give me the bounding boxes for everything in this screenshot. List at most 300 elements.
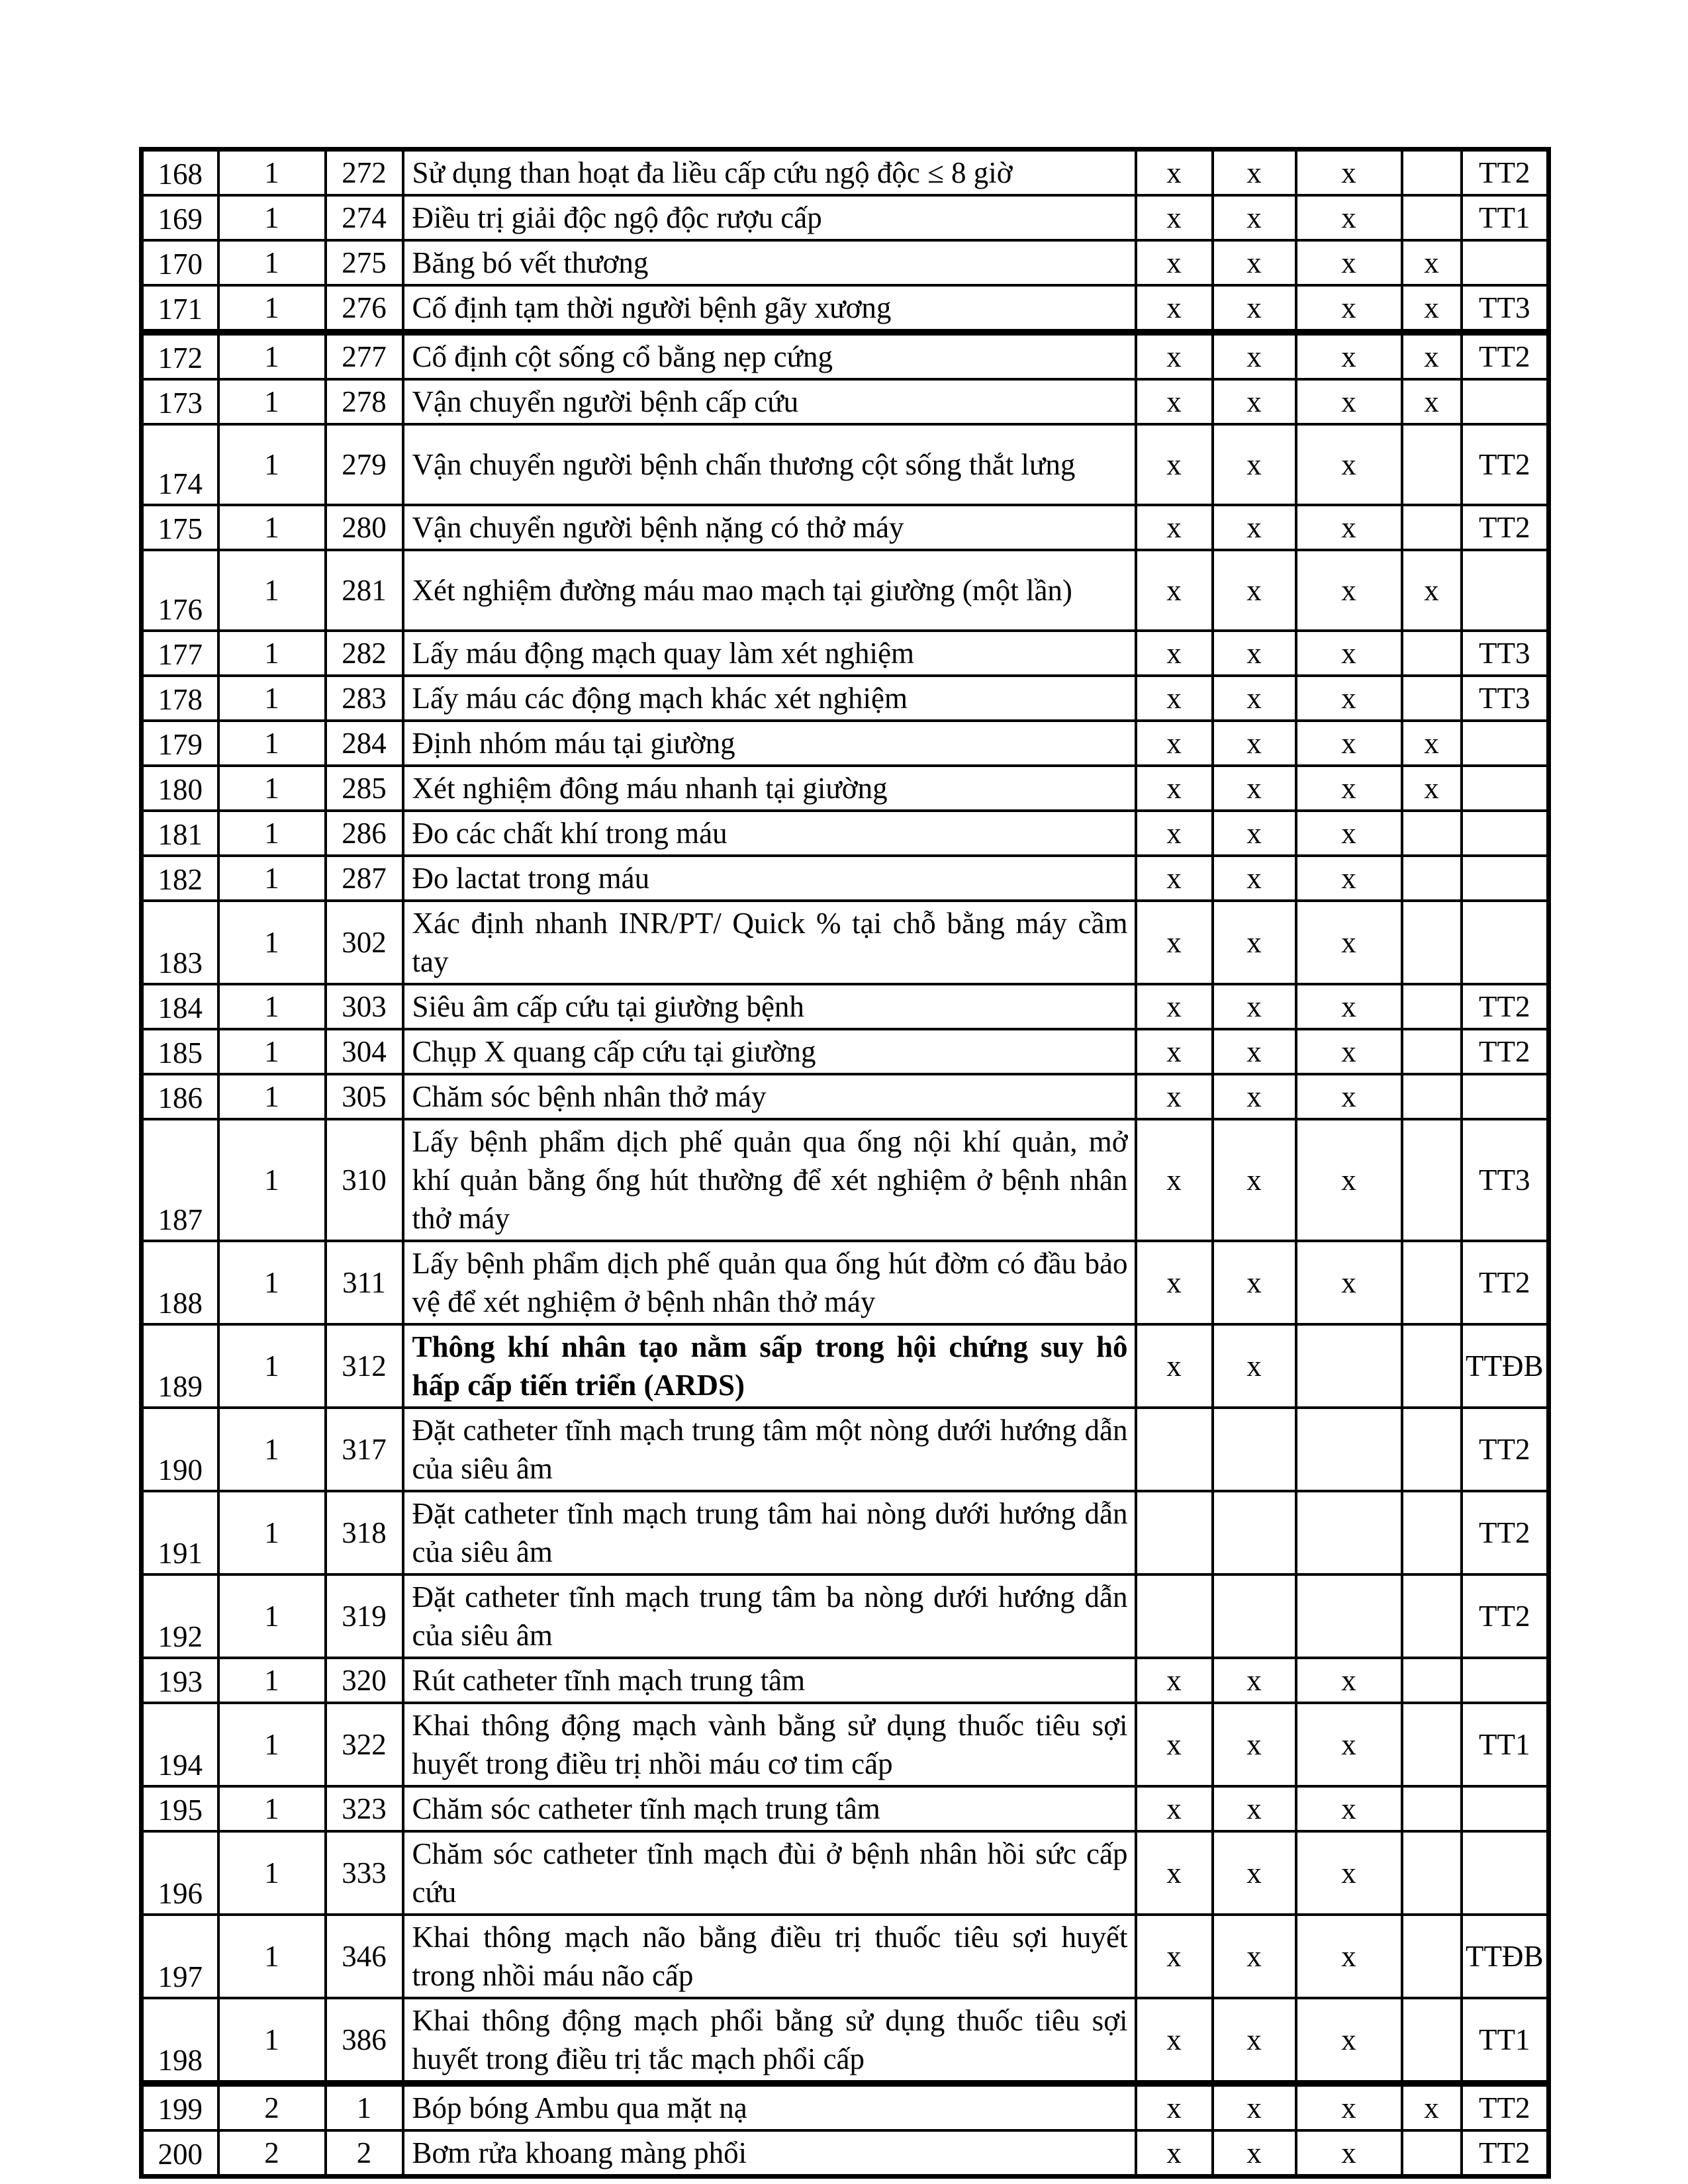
- procedure-code-cell: 346: [326, 1915, 403, 1998]
- level-3-mark-cell: x: [1296, 379, 1402, 424]
- procedure-code-cell: 310: [326, 1119, 403, 1241]
- level-2-mark-cell: x: [1213, 2083, 1296, 2130]
- procedure-name-cell: Chụp X quang cấp cứu tại giường: [403, 1029, 1136, 1074]
- level-2-mark-cell: x: [1213, 379, 1296, 424]
- procedure-code-cell: 386: [326, 1998, 403, 2083]
- row-number-cell: 193: [142, 1658, 218, 1703]
- table-row: [142, 1574, 1549, 1658]
- level-1-mark-cell: x: [1136, 1324, 1213, 1408]
- group-number-cell: 1: [218, 1703, 326, 1786]
- procedure-code-cell: 317: [326, 1408, 403, 1491]
- group-number-cell: 1: [218, 901, 326, 984]
- procedure-name-cell: Siêu âm cấp cứu tại giường bệnh: [403, 984, 1136, 1029]
- level-4-mark-cell: x: [1402, 2083, 1462, 2130]
- procedure-name-cell: Đo lactat trong máu: [403, 856, 1136, 901]
- table-row: [142, 984, 1549, 1029]
- level-3-mark-cell: x: [1296, 984, 1402, 1029]
- group-number-cell: 1: [218, 195, 326, 240]
- level-1-mark-cell: x: [1136, 1241, 1213, 1324]
- level-3-mark-cell: x: [1296, 505, 1402, 550]
- row-number-cell: 171: [142, 285, 218, 332]
- row-number-cell: 199: [142, 2083, 218, 2130]
- level-1-mark-cell: x: [1136, 1074, 1213, 1119]
- level-3-mark-cell: x: [1296, 2130, 1402, 2177]
- level-1-mark-cell: x: [1136, 424, 1213, 505]
- row-number-cell: 169: [142, 195, 218, 240]
- row-number-cell: 189: [142, 1324, 218, 1408]
- procedure-code-cell: 279: [326, 424, 403, 505]
- circular-ref-cell: TT1: [1462, 1998, 1549, 2083]
- circular-ref-cell: TT3: [1462, 676, 1549, 721]
- level-2-mark-cell: x: [1213, 721, 1296, 766]
- procedure-name-cell: Bóp bóng Ambu qua mặt nạ: [403, 2083, 1136, 2130]
- row-number-cell: 195: [142, 1786, 218, 1831]
- table-row: [142, 1658, 1549, 1703]
- procedure-name-cell: Vận chuyển người bệnh chấn thương cột sống thắt lưng: [403, 424, 1136, 505]
- level-4-mark-cell: [1402, 150, 1462, 196]
- level-3-mark-cell: x: [1296, 240, 1402, 285]
- procedure-name-cell: Khai thông động mạch vành bằng sử dụng thuốc tiêu sợi huyết trong điều trị nhồi máu cơ tim cấp: [403, 1703, 1136, 1786]
- table-row: [142, 721, 1549, 766]
- level-1-mark-cell: x: [1136, 631, 1213, 676]
- procedure-name-cell: Cố định tạm thời người bệnh gãy xương: [403, 285, 1136, 332]
- level-2-mark-cell: x: [1213, 550, 1296, 631]
- level-3-mark-cell: x: [1296, 1241, 1402, 1324]
- level-1-mark-cell: x: [1136, 505, 1213, 550]
- procedure-name-cell: Khai thông mạch não bằng điều trị thuốc tiêu sợi huyết trong nhồi máu não cấp: [403, 1915, 1136, 1998]
- level-1-mark-cell: x: [1136, 240, 1213, 285]
- circular-ref-cell: TT2: [1462, 332, 1549, 379]
- level-2-mark-cell: [1213, 1408, 1296, 1491]
- procedure-name-cell: Rút catheter tĩnh mạch trung tâm: [403, 1658, 1136, 1703]
- row-number-cell: 181: [142, 811, 218, 856]
- procedure-name-cell: Xác định nhanh INR/PT/ Quick % tại chỗ bằng máy cầm tay: [403, 901, 1136, 984]
- level-2-mark-cell: x: [1213, 240, 1296, 285]
- procedure-code-cell: 305: [326, 1074, 403, 1119]
- group-number-cell: 1: [218, 1029, 326, 1074]
- level-2-mark-cell: x: [1213, 1119, 1296, 1241]
- level-4-mark-cell: [1402, 1574, 1462, 1658]
- table-row: [142, 901, 1549, 984]
- circular-ref-cell: TT2: [1462, 150, 1549, 196]
- circular-ref-cell: TT2: [1462, 424, 1549, 505]
- level-3-mark-cell: x: [1296, 856, 1402, 901]
- table-row: [142, 811, 1549, 856]
- table-row: [142, 550, 1549, 631]
- group-number-cell: 1: [218, 285, 326, 332]
- table-row: [142, 332, 1549, 379]
- group-number-cell: 1: [218, 984, 326, 1029]
- procedure-code-cell: 303: [326, 984, 403, 1029]
- procedure-name-cell: Điều trị giải độc ngộ độc rượu cấp: [403, 195, 1136, 240]
- group-number-cell: 1: [218, 379, 326, 424]
- level-1-mark-cell: x: [1136, 721, 1213, 766]
- procedure-name-cell: Lấy máu các động mạch khác xét nghiệm: [403, 676, 1136, 721]
- row-number-cell: 182: [142, 856, 218, 901]
- group-number-cell: 1: [218, 1491, 326, 1574]
- table-row: [142, 631, 1549, 676]
- group-number-cell: 1: [218, 424, 326, 505]
- level-1-mark-cell: x: [1136, 1658, 1213, 1703]
- level-2-mark-cell: x: [1213, 1658, 1296, 1703]
- level-4-mark-cell: [1402, 1074, 1462, 1119]
- level-3-mark-cell: [1296, 1408, 1402, 1491]
- level-2-mark-cell: x: [1213, 505, 1296, 550]
- level-2-mark-cell: [1213, 1491, 1296, 1574]
- level-4-mark-cell: [1402, 631, 1462, 676]
- group-number-cell: 2: [218, 2130, 326, 2177]
- circular-ref-cell: TTĐB: [1462, 1324, 1549, 1408]
- circular-ref-cell: [1462, 1831, 1549, 1915]
- level-1-mark-cell: x: [1136, 766, 1213, 811]
- level-1-mark-cell: x: [1136, 1915, 1213, 1998]
- level-3-mark-cell: x: [1296, 1786, 1402, 1831]
- table-row: [142, 379, 1549, 424]
- level-2-mark-cell: x: [1213, 984, 1296, 1029]
- row-number-cell: 172: [142, 332, 218, 379]
- table-row: [142, 1915, 1549, 1998]
- level-4-mark-cell: x: [1402, 379, 1462, 424]
- circular-ref-cell: [1462, 901, 1549, 984]
- row-number-cell: 186: [142, 1074, 218, 1119]
- group-number-cell: 1: [218, 1786, 326, 1831]
- level-3-mark-cell: x: [1296, 1074, 1402, 1119]
- procedure-code-cell: 277: [326, 332, 403, 379]
- circular-ref-cell: TT1: [1462, 195, 1549, 240]
- row-number-cell: 180: [142, 766, 218, 811]
- level-1-mark-cell: x: [1136, 984, 1213, 1029]
- row-number-cell: 168: [142, 150, 218, 196]
- level-2-mark-cell: x: [1213, 631, 1296, 676]
- row-number-cell: 187: [142, 1119, 218, 1241]
- circular-ref-cell: [1462, 811, 1549, 856]
- procedure-name-cell: Chăm sóc bệnh nhân thở máy: [403, 1074, 1136, 1119]
- row-number-cell: 173: [142, 379, 218, 424]
- procedure-name-cell: Lấy bệnh phẩm dịch phế quản qua ống nội khí quản, mở khí quản bằng ống hút thường để xét nghiệm ở bệnh nhân thở máy: [403, 1119, 1136, 1241]
- table-row: [142, 1074, 1549, 1119]
- procedure-code-cell: 1: [326, 2083, 403, 2130]
- level-2-mark-cell: x: [1213, 1074, 1296, 1119]
- level-4-mark-cell: [1402, 1324, 1462, 1408]
- circular-ref-cell: TT3: [1462, 285, 1549, 332]
- table-row: [142, 676, 1549, 721]
- procedure-name-cell: Xét nghiệm đông máu nhanh tại giường: [403, 766, 1136, 811]
- level-1-mark-cell: x: [1136, 150, 1213, 196]
- circular-ref-cell: TT2: [1462, 984, 1549, 1029]
- procedure-name-cell: Cố định cột sống cổ bằng nẹp cứng: [403, 332, 1136, 379]
- procedure-code-cell: 275: [326, 240, 403, 285]
- procedure-code-cell: 322: [326, 1703, 403, 1786]
- group-number-cell: 1: [218, 1658, 326, 1703]
- circular-ref-cell: [1462, 1658, 1549, 1703]
- procedure-code-cell: 280: [326, 505, 403, 550]
- procedure-code-cell: 278: [326, 379, 403, 424]
- row-number-cell: 198: [142, 1998, 218, 2083]
- table-row: [142, 766, 1549, 811]
- level-1-mark-cell: x: [1136, 195, 1213, 240]
- level-1-mark-cell: x: [1136, 856, 1213, 901]
- level-3-mark-cell: x: [1296, 631, 1402, 676]
- level-3-mark-cell: [1296, 1574, 1402, 1658]
- level-3-mark-cell: x: [1296, 195, 1402, 240]
- table-row: [142, 2130, 1549, 2177]
- level-4-mark-cell: x: [1402, 766, 1462, 811]
- procedure-code-cell: 284: [326, 721, 403, 766]
- level-4-mark-cell: x: [1402, 240, 1462, 285]
- level-4-mark-cell: x: [1402, 285, 1462, 332]
- level-1-mark-cell: x: [1136, 1786, 1213, 1831]
- level-1-mark-cell: x: [1136, 901, 1213, 984]
- group-number-cell: 1: [218, 766, 326, 811]
- procedure-code-cell: 2: [326, 2130, 403, 2177]
- procedure-code-cell: 311: [326, 1241, 403, 1324]
- circular-ref-cell: [1462, 550, 1549, 631]
- group-number-cell: 1: [218, 505, 326, 550]
- procedure-name-cell: Khai thông động mạch phổi bằng sử dụng thuốc tiêu sợi huyết trong điều trị tắc mạch phổi cấp: [403, 1998, 1136, 2083]
- group-number-cell: 1: [218, 1324, 326, 1408]
- group-number-cell: 1: [218, 1119, 326, 1241]
- procedure-name-cell: Chăm sóc catheter tĩnh mạch trung tâm: [403, 1786, 1136, 1831]
- procedure-code-cell: 319: [326, 1574, 403, 1658]
- table-row: [142, 424, 1549, 505]
- level-2-mark-cell: x: [1213, 901, 1296, 984]
- row-number-cell: 175: [142, 505, 218, 550]
- procedure-name-cell: Bơm rửa khoang màng phổi: [403, 2130, 1136, 2177]
- group-number-cell: 1: [218, 721, 326, 766]
- level-4-mark-cell: [1402, 1491, 1462, 1574]
- level-2-mark-cell: x: [1213, 424, 1296, 505]
- level-4-mark-cell: [1402, 901, 1462, 984]
- level-4-mark-cell: [1402, 1658, 1462, 1703]
- procedure-code-cell: 312: [326, 1324, 403, 1408]
- table-row: [142, 1491, 1549, 1574]
- table-row: [142, 856, 1549, 901]
- table-row: [142, 1703, 1549, 1786]
- level-3-mark-cell: x: [1296, 332, 1402, 379]
- row-number-cell: 177: [142, 631, 218, 676]
- row-number-cell: 188: [142, 1241, 218, 1324]
- level-3-mark-cell: x: [1296, 901, 1402, 984]
- table-row: [142, 150, 1549, 196]
- level-1-mark-cell: [1136, 1491, 1213, 1574]
- table-row: [142, 2083, 1549, 2130]
- table-row: [142, 1029, 1549, 1074]
- table-row: [142, 1119, 1549, 1241]
- group-number-cell: 1: [218, 811, 326, 856]
- procedure-name-cell: Đặt catheter tĩnh mạch trung tâm ba nòng dưới hướng dẫn của siêu âm: [403, 1574, 1136, 1658]
- row-number-cell: 179: [142, 721, 218, 766]
- circular-ref-cell: TT3: [1462, 1119, 1549, 1241]
- level-3-mark-cell: [1296, 1491, 1402, 1574]
- procedure-name-cell: Chăm sóc catheter tĩnh mạch đùi ở bệnh nhân hồi sức cấp cứu: [403, 1831, 1136, 1915]
- procedure-code-cell: 323: [326, 1786, 403, 1831]
- procedure-code-cell: 302: [326, 901, 403, 984]
- level-4-mark-cell: [1402, 2130, 1462, 2177]
- level-4-mark-cell: [1402, 1831, 1462, 1915]
- group-number-cell: 1: [218, 332, 326, 379]
- procedure-code-cell: 276: [326, 285, 403, 332]
- table-row: [142, 240, 1549, 285]
- procedure-code-cell: 318: [326, 1491, 403, 1574]
- table-row: [142, 195, 1549, 240]
- level-3-mark-cell: x: [1296, 721, 1402, 766]
- circular-ref-cell: TT2: [1462, 1029, 1549, 1074]
- level-1-mark-cell: x: [1136, 1831, 1213, 1915]
- group-number-cell: 1: [218, 1998, 326, 2083]
- group-number-cell: 2: [218, 2083, 326, 2130]
- level-4-mark-cell: [1402, 1703, 1462, 1786]
- level-4-mark-cell: [1402, 1029, 1462, 1074]
- level-2-mark-cell: x: [1213, 195, 1296, 240]
- level-1-mark-cell: x: [1136, 1119, 1213, 1241]
- level-2-mark-cell: [1213, 1574, 1296, 1658]
- level-1-mark-cell: x: [1136, 2083, 1213, 2130]
- level-4-mark-cell: [1402, 811, 1462, 856]
- level-2-mark-cell: x: [1213, 1786, 1296, 1831]
- level-4-mark-cell: [1402, 856, 1462, 901]
- procedure-code-cell: 333: [326, 1831, 403, 1915]
- circular-ref-cell: TT2: [1462, 2083, 1549, 2130]
- level-1-mark-cell: x: [1136, 676, 1213, 721]
- circular-ref-cell: [1462, 240, 1549, 285]
- procedure-name-cell: Đặt catheter tĩnh mạch trung tâm một nòng dưới hướng dẫn của siêu âm: [403, 1408, 1136, 1491]
- level-2-mark-cell: x: [1213, 332, 1296, 379]
- level-4-mark-cell: x: [1402, 550, 1462, 631]
- level-1-mark-cell: x: [1136, 550, 1213, 631]
- level-3-mark-cell: x: [1296, 2083, 1402, 2130]
- procedure-code-cell: 287: [326, 856, 403, 901]
- level-1-mark-cell: x: [1136, 2130, 1213, 2177]
- procedure-name-cell: Đo các chất khí trong máu: [403, 811, 1136, 856]
- table-row: [142, 505, 1549, 550]
- row-number-cell: 183: [142, 901, 218, 984]
- circular-ref-cell: TT2: [1462, 505, 1549, 550]
- level-1-mark-cell: x: [1136, 1029, 1213, 1074]
- level-3-mark-cell: x: [1296, 1915, 1402, 1998]
- level-3-mark-cell: x: [1296, 1029, 1402, 1074]
- procedure-name-cell: Vận chuyển người bệnh nặng có thở máy: [403, 505, 1136, 550]
- procedure-code-cell: 286: [326, 811, 403, 856]
- level-3-mark-cell: x: [1296, 1703, 1402, 1786]
- level-4-mark-cell: [1402, 1786, 1462, 1831]
- procedure-name-cell: Đặt catheter tĩnh mạch trung tâm hai nòng dưới hướng dẫn của siêu âm: [403, 1491, 1136, 1574]
- level-1-mark-cell: x: [1136, 332, 1213, 379]
- group-number-cell: 1: [218, 1408, 326, 1491]
- level-4-mark-cell: [1402, 676, 1462, 721]
- procedure-code-cell: 283: [326, 676, 403, 721]
- group-number-cell: 1: [218, 150, 326, 196]
- row-number-cell: 200: [142, 2130, 218, 2177]
- level-4-mark-cell: [1402, 1915, 1462, 1998]
- row-number-cell: 176: [142, 550, 218, 631]
- circular-ref-cell: [1462, 1786, 1549, 1831]
- procedure-code-cell: 281: [326, 550, 403, 631]
- level-3-mark-cell: x: [1296, 424, 1402, 505]
- table-row: [142, 285, 1549, 332]
- table-row: [142, 1324, 1549, 1408]
- circular-ref-cell: [1462, 856, 1549, 901]
- group-number-cell: 1: [218, 856, 326, 901]
- circular-ref-cell: TT3: [1462, 631, 1549, 676]
- table-row: [142, 1998, 1549, 2083]
- group-number-cell: 1: [218, 1241, 326, 1324]
- level-1-mark-cell: x: [1136, 811, 1213, 856]
- level-3-mark-cell: x: [1296, 1658, 1402, 1703]
- level-1-mark-cell: x: [1136, 1998, 1213, 2083]
- table-row: [142, 1408, 1549, 1491]
- circular-ref-cell: [1462, 766, 1549, 811]
- level-2-mark-cell: x: [1213, 2130, 1296, 2177]
- row-number-cell: 178: [142, 676, 218, 721]
- circular-ref-cell: [1462, 379, 1549, 424]
- level-3-mark-cell: x: [1296, 676, 1402, 721]
- table-row: [142, 1786, 1549, 1831]
- level-4-mark-cell: [1402, 1408, 1462, 1491]
- row-number-cell: 197: [142, 1915, 218, 1998]
- level-3-mark-cell: x: [1296, 150, 1402, 196]
- level-2-mark-cell: x: [1213, 676, 1296, 721]
- level-2-mark-cell: x: [1213, 811, 1296, 856]
- level-2-mark-cell: x: [1213, 856, 1296, 901]
- table-row: [142, 1831, 1549, 1915]
- procedure-code-cell: 285: [326, 766, 403, 811]
- level-4-mark-cell: x: [1402, 332, 1462, 379]
- group-number-cell: 1: [218, 240, 326, 285]
- procedure-name-cell: Băng bó vết thương: [403, 240, 1136, 285]
- row-number-cell: 194: [142, 1703, 218, 1786]
- level-4-mark-cell: [1402, 1998, 1462, 2083]
- level-1-mark-cell: [1136, 1408, 1213, 1491]
- table-row: [142, 1241, 1549, 1324]
- group-number-cell: 1: [218, 1915, 326, 1998]
- circular-ref-cell: TT2: [1462, 1241, 1549, 1324]
- row-number-cell: 190: [142, 1408, 218, 1491]
- row-number-cell: 196: [142, 1831, 218, 1915]
- circular-ref-cell: TT2: [1462, 1408, 1549, 1491]
- level-4-mark-cell: [1402, 1119, 1462, 1241]
- level-4-mark-cell: [1402, 195, 1462, 240]
- level-1-mark-cell: x: [1136, 1703, 1213, 1786]
- procedure-table: [139, 147, 1551, 2179]
- procedure-code-cell: 304: [326, 1029, 403, 1074]
- level-3-mark-cell: x: [1296, 766, 1402, 811]
- group-number-cell: 1: [218, 1574, 326, 1658]
- circular-ref-cell: TT2: [1462, 1574, 1549, 1658]
- level-1-mark-cell: [1136, 1574, 1213, 1658]
- circular-ref-cell: [1462, 721, 1549, 766]
- group-number-cell: 1: [218, 1831, 326, 1915]
- level-3-mark-cell: x: [1296, 285, 1402, 332]
- level-3-mark-cell: x: [1296, 1998, 1402, 2083]
- level-2-mark-cell: x: [1213, 1029, 1296, 1074]
- level-3-mark-cell: x: [1296, 550, 1402, 631]
- circular-ref-cell: TT2: [1462, 1491, 1549, 1574]
- level-2-mark-cell: x: [1213, 1998, 1296, 2083]
- level-2-mark-cell: x: [1213, 285, 1296, 332]
- level-1-mark-cell: x: [1136, 379, 1213, 424]
- row-number-cell: 174: [142, 424, 218, 505]
- level-4-mark-cell: [1402, 1241, 1462, 1324]
- group-number-cell: 1: [218, 631, 326, 676]
- circular-ref-cell: TT1: [1462, 1703, 1549, 1786]
- level-4-mark-cell: [1402, 984, 1462, 1029]
- level-3-mark-cell: x: [1296, 1831, 1402, 1915]
- level-4-mark-cell: [1402, 505, 1462, 550]
- level-2-mark-cell: x: [1213, 1831, 1296, 1915]
- level-3-mark-cell: x: [1296, 1119, 1402, 1241]
- row-number-cell: 185: [142, 1029, 218, 1074]
- procedure-name-cell: Lấy máu động mạch quay làm xét nghiệm: [403, 631, 1136, 676]
